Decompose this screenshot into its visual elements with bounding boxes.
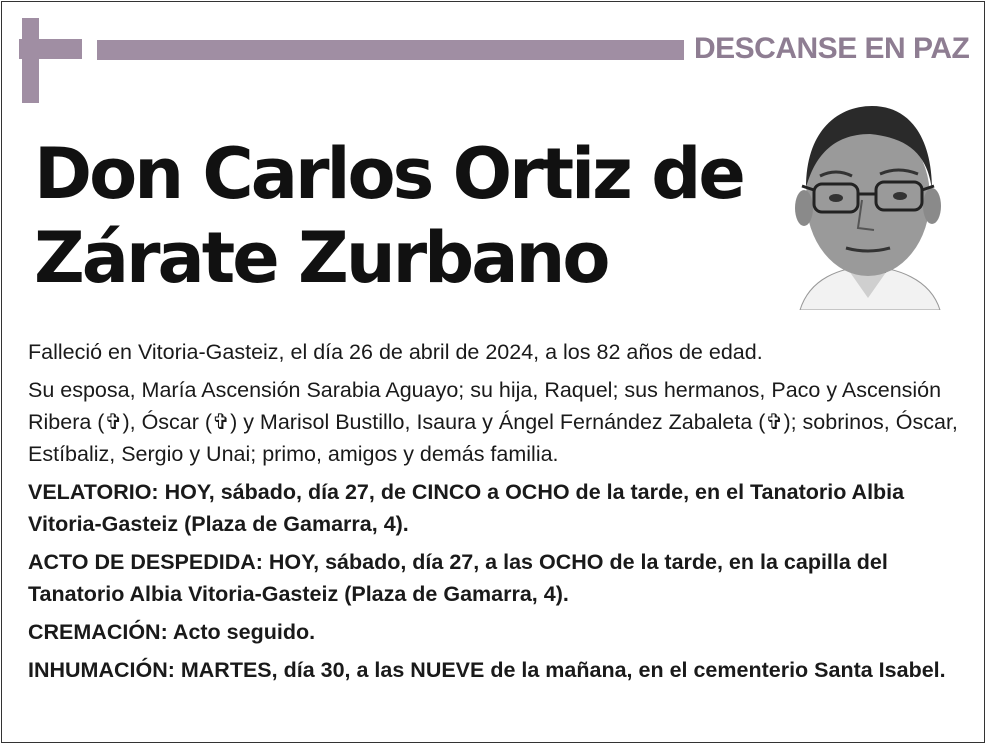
despedida-info: ACTO DE DESPEDIDA: HOY, sábado, día 27, a las OCHO de la tarde, en la capilla del Tanatorio Albia Vitoria-Gasteiz (Plaza de Gamarra, 4). — [28, 550, 888, 606]
cremacion-info: CREMACIÓN: Acto seguido. — [28, 620, 316, 644]
header-banner: DESCANSE EN PAZ — [694, 32, 970, 65]
obituary-text — [28, 336, 968, 692]
obituary-card — [1, 1, 985, 743]
family-list: Su esposa, María Ascensión Sarabia Aguayo; su hija, Raquel; sus hermanos, Paco y Ascensión Ribera (✞), Óscar (✞) y Marisol Bustillo, Isaura y Ángel Fernández Zabaleta (✞); sobrinos, Óscar, Estíbaliz, Sergio y Unai; primo, amigos y demás familia. — [28, 378, 958, 466]
velatorio-info: VELATORIO: HOY, sábado, día 27, de CINCO a OCHO de la tarde, en el Tanatorio Albia Vitoria-Gasteiz (Plaza de Gamarra, 4). — [28, 480, 905, 536]
death-notice: Falleció en Vitoria-Gasteiz, el día 26 de abril de 2024, a los 82 años de edad. — [28, 340, 763, 364]
inhumacion-info: INHUMACIÓN: MARTES, día 30, a las NUEVE de la mañana, en el cementerio Santa Isabel. — [28, 658, 946, 682]
header-bar — [97, 40, 684, 60]
deceased-name: Don Carlos Ortiz de Zárate Zurbano — [34, 133, 743, 299]
portrait-photo — [780, 98, 956, 310]
